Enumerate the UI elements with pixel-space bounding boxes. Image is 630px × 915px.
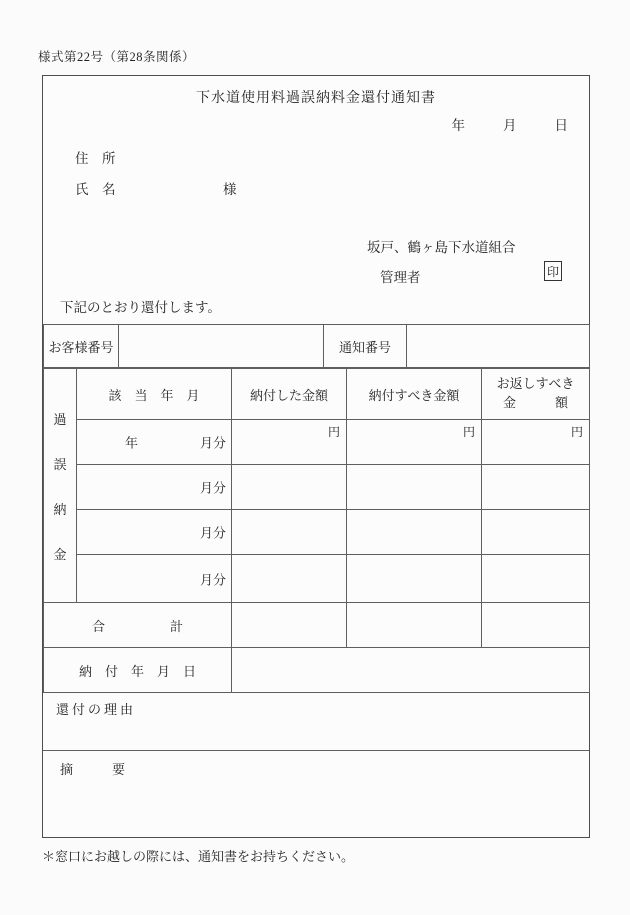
refund-reason-label: 還付の理由	[56, 702, 137, 717]
total-paid-cell	[232, 603, 347, 648]
col-header-refund-amount: お返しすべき 金 額	[482, 369, 590, 420]
total-due-cell	[347, 603, 482, 648]
period-cell	[77, 465, 232, 510]
manager-label: 管理者	[380, 270, 421, 285]
yen-unit: 円	[570, 425, 583, 439]
refund-table	[43, 368, 590, 693]
customer-number-label: お客様番号	[44, 325, 119, 368]
paid-amount-cell	[232, 510, 347, 555]
issue-date-line	[452, 114, 569, 134]
month-label: 月分	[199, 572, 226, 587]
numbers-row	[44, 325, 590, 368]
group-char: 金	[53, 546, 67, 562]
intro-statement: 下記のとおり還付します。	[60, 300, 221, 315]
refund-row-4	[44, 555, 590, 603]
refund-amount-cell	[482, 510, 590, 555]
paid-amount-cell	[232, 555, 347, 603]
paid-amount-cell	[232, 465, 347, 510]
month-label: 月分	[199, 435, 226, 451]
vertical-label	[44, 369, 76, 602]
col-header-period: 該 当 年 月	[77, 369, 232, 420]
notice-number-value	[407, 325, 590, 368]
refund-reason-section	[43, 693, 589, 750]
due-amount-cell	[347, 420, 482, 465]
due-amount-cell	[347, 465, 482, 510]
customer-number-value	[119, 325, 324, 368]
date-month-label: 月	[503, 118, 517, 133]
numbers-table	[43, 324, 590, 368]
footnote: ＊窓口にお越しの際には、通知書をお持ちください。	[42, 849, 355, 864]
total-refund-cell	[482, 603, 590, 648]
group-char: 過	[53, 411, 67, 427]
total-row	[44, 603, 590, 648]
refund-amount-cell	[482, 465, 590, 510]
date-day-label: 日	[554, 118, 568, 133]
group-char: 納	[53, 501, 67, 517]
name-label: 氏 名	[75, 182, 116, 197]
group-char: 誤	[53, 456, 67, 472]
period-cell	[77, 510, 232, 555]
col-header-paid-amount: 納付した金額	[232, 369, 347, 420]
form-number: 様式第22号（第28条関係）	[38, 50, 196, 64]
refund-amount-cell	[482, 420, 590, 465]
period-cell	[77, 420, 232, 465]
total-label: 合 計	[44, 603, 232, 648]
yen-unit: 円	[327, 425, 340, 439]
address-label: 住 所	[75, 151, 116, 166]
due-amount-cell	[347, 555, 482, 603]
seal-mark: 印	[544, 261, 562, 281]
notice-number-label: 通知番号	[324, 325, 407, 368]
yen-unit: 円	[462, 425, 475, 439]
refund-row-2	[44, 465, 590, 510]
refund-row-1	[44, 420, 590, 465]
col-header-due-amount: 納付すべき金額	[347, 369, 482, 420]
year-label: 年	[125, 435, 139, 451]
month-label: 月分	[199, 525, 226, 541]
refund-amount-cell	[482, 555, 590, 603]
paid-amount-cell	[232, 420, 347, 465]
organization-name: 坂戸、鶴ヶ島下水道組合	[367, 240, 516, 255]
remarks-section	[43, 750, 589, 837]
refund-row-3	[44, 510, 590, 555]
month-label: 月分	[199, 480, 226, 496]
form-border-box	[42, 75, 590, 838]
remarks-label: 摘 要	[60, 762, 126, 777]
period-cell	[77, 555, 232, 603]
form-header-area	[43, 76, 589, 324]
document-title: 下水道使用料過誤納料金還付通知書	[196, 91, 436, 106]
refund-table-header-row	[44, 369, 590, 420]
honorific-label: 様	[223, 182, 237, 197]
date-year-label: 年	[451, 118, 465, 133]
payment-date-label: 納 付 年 月 日	[44, 648, 232, 693]
payment-date-row	[44, 648, 590, 693]
due-amount-cell	[347, 510, 482, 555]
row-group-label-overpayment	[44, 369, 77, 603]
payment-date-value	[232, 648, 590, 693]
